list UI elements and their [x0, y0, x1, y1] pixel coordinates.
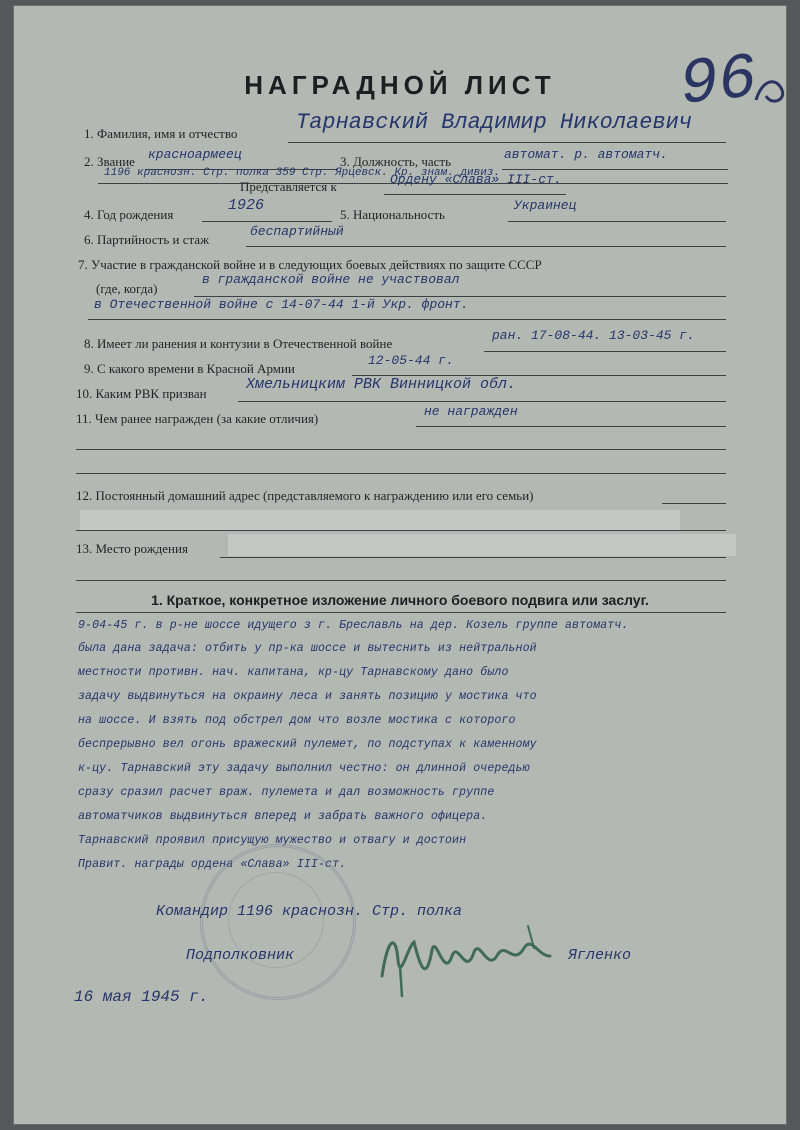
commander-name: Ягленко — [568, 947, 632, 964]
field-13-label: 13. Место рождения — [76, 541, 188, 556]
field-11-value: не награжден — [424, 404, 518, 419]
field-11-line2 — [76, 449, 726, 450]
narrative-line: Правит. награды ордена «Слава» III-ст. — [78, 858, 347, 871]
field-1-label: 1. Фамилия, имя и отчество — [84, 126, 238, 141]
presented-line — [384, 194, 566, 195]
award-sheet — [14, 6, 786, 1124]
field-11-label: 11. Чем ранее награжден (за какие отличия) — [76, 411, 319, 426]
field-8-label: 8. Имеет ли ранения и контузии в Отечественной войне — [84, 336, 393, 351]
field-7-value: в гражданской войне не участвовал — [202, 272, 460, 287]
field-9-value: 12-05-44 г. — [368, 353, 454, 368]
section-rule — [76, 612, 726, 613]
field-4-label: 4. Год рождения — [84, 207, 174, 222]
corner-tick-mark — [752, 72, 792, 112]
field-13-line2 — [76, 580, 726, 581]
field-4-value: 1926 — [228, 197, 265, 214]
field-8-value: ран. 17-08-44. 13-03-45 г. — [492, 328, 695, 343]
field-5-line — [508, 221, 726, 222]
section-title: 1. Краткое, конкретное изложение личного боевого подвига или заслуг. — [151, 592, 649, 608]
narrative-line: Тарнавский проявил присущую мужество и отвагу и достоин — [78, 834, 467, 847]
narrative-line: задачу выдвинуться на окраину леса и занять позицию у мостика что — [78, 690, 537, 703]
field-9-label: 9. С какого времени в Красной Армии — [84, 361, 295, 376]
field-11-line3 — [76, 473, 726, 474]
field-3-label: 3. Должность, часть — [340, 154, 452, 169]
field-3-line — [502, 169, 728, 170]
field-3-value-line2: 1196 краснозн. Стр. полка 359 Стр. Ярцевск. Кр. знам. дивиз. — [104, 167, 501, 179]
field-10-line — [238, 401, 726, 402]
field-2-label: 2. Звание — [84, 154, 135, 169]
corner-number: 96 — [676, 43, 761, 123]
field-7-label-line2: (где, когда) — [96, 281, 158, 296]
field-5-label: 5. Национальность — [340, 207, 445, 222]
field-13-line — [220, 557, 726, 558]
field-7-value-line2: в Отечественной войне с 14-07-44 1-й Укр. фронт. — [94, 297, 469, 312]
field-12-line — [662, 503, 726, 504]
field-6-label: 6. Партийность и стаж — [84, 232, 210, 247]
commander-rank: Подполковник — [186, 947, 295, 964]
field-8-line — [484, 351, 726, 352]
field-10-label: 10. Каким РВК призван — [76, 386, 207, 401]
field-2-value: красноармеец — [148, 147, 242, 162]
signature-scrawl — [374, 926, 574, 1006]
field-11-line — [416, 426, 726, 427]
award-date: 16 мая 1945 г. — [74, 988, 209, 1006]
narrative-line: была дана задача: отбить у пр-ка шоссе и вытеснить из нейтральной — [78, 642, 537, 655]
field-13-redacted — [228, 534, 736, 556]
narrative-line: к-цу. Тарнавский эту задачу выполнил честно: он длинной очередью — [78, 762, 530, 775]
field-6-line — [246, 246, 726, 247]
field-1-line — [288, 142, 726, 143]
presented-label: Представляется к — [240, 179, 337, 194]
narrative-line: беспрерывно вел огонь вражеский пулемет, по подступах к каменному — [78, 738, 537, 751]
field-12-label: 12. Постоянный домашний адрес (представляемого к награждению или его семьи) — [76, 488, 534, 503]
narrative-line: на шоссе. И взять под обстрел дом что возле мостика с которого — [78, 714, 516, 727]
field-6-value: беспартийный — [250, 224, 344, 239]
commander-line: Командир 1196 краснозн. Стр. полка — [156, 903, 463, 920]
field-4-line — [202, 221, 332, 222]
narrative-line: сразу сразил расчет враж. пулемета и дал возможность группе — [78, 786, 495, 799]
narrative-line: автоматчиков выдвинуться вперед и забрать важного офицера. — [78, 810, 488, 823]
presented-value: Ордену «Слава» III-ст. — [390, 172, 562, 187]
field-7-label: 7. Участие в гражданской войне и в следующих боевых действиях по защите СССР — [78, 257, 542, 272]
narrative-line: местности противн. нач. капитана, кр-цу Тарнавскому дано было — [78, 666, 509, 679]
field-12-line2 — [76, 530, 726, 531]
field-5-value: Украинец — [514, 198, 577, 213]
field-7-line2 — [88, 319, 726, 320]
narrative-line: 9-04-45 г. в р-не шоссе идущего з г. Бреславль на дер. Козель группе автоматч. — [78, 619, 629, 632]
field-1-value: Тарнавский Владимир Николаевич — [296, 110, 693, 135]
field-12-redacted — [80, 510, 680, 530]
field-10-value: Хмельницким РВК Винницкой обл. — [246, 376, 517, 393]
document-title: НАГРАДНОЙ ЛИСТ — [244, 70, 556, 100]
field-3-value: автомат. р. автоматч. — [504, 147, 668, 162]
